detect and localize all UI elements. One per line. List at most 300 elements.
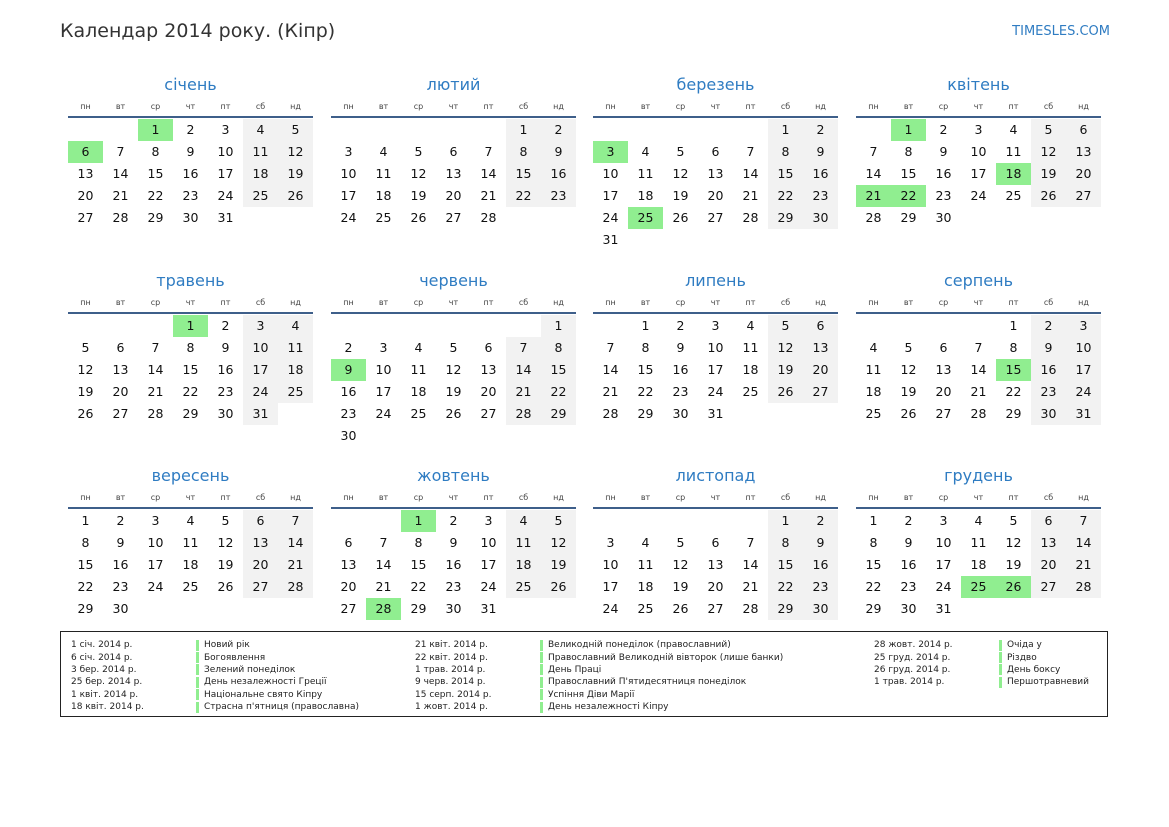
day-cell: 20 bbox=[340, 579, 357, 594]
day-cell: 3 bbox=[939, 513, 948, 528]
day-cell: 17 bbox=[217, 166, 234, 181]
weekday-label: сб bbox=[780, 493, 791, 502]
weekday-label: пт bbox=[483, 298, 494, 307]
day-cell: 29 bbox=[541, 403, 576, 425]
day-cell: 12 bbox=[217, 535, 234, 550]
day-empty bbox=[436, 315, 471, 337]
day-empty bbox=[366, 119, 401, 141]
day-cell: 5 bbox=[81, 340, 90, 355]
day-cell: 5 bbox=[221, 513, 230, 528]
day-cell: 22 bbox=[637, 384, 654, 399]
day-cell: 17 bbox=[970, 166, 987, 181]
day-cell: 29 bbox=[768, 598, 803, 620]
day-cell: 21 bbox=[112, 188, 129, 203]
day-cell: 5 bbox=[768, 315, 803, 337]
day-grid bbox=[331, 510, 576, 620]
day-cell: 18 bbox=[506, 554, 541, 576]
day-empty bbox=[471, 315, 506, 337]
day-cell: 10 bbox=[340, 166, 357, 181]
day-cell: 30 bbox=[112, 601, 129, 616]
weekday-header bbox=[856, 98, 1101, 118]
day-cell: 14 bbox=[480, 166, 497, 181]
day-cell: 27 bbox=[480, 406, 497, 421]
legend-row bbox=[71, 651, 359, 663]
day-cell: 15 bbox=[506, 163, 541, 185]
day-cell: 6 bbox=[939, 340, 948, 355]
day-cell: 28 bbox=[970, 406, 987, 421]
weekday-label: пн bbox=[868, 298, 879, 307]
weekday-label: пн bbox=[868, 102, 879, 111]
day-cell: 8 bbox=[768, 141, 803, 163]
day-cell: 8 bbox=[904, 144, 913, 159]
legend-date: 28 жовт. 2014 р. bbox=[874, 640, 953, 651]
day-grid bbox=[68, 510, 313, 620]
day-cell: 21 bbox=[147, 384, 164, 399]
day-cell: 6 bbox=[116, 340, 125, 355]
day-grid bbox=[68, 119, 313, 229]
day-cell: 29 bbox=[900, 210, 917, 225]
legend-holiday-name: Православний П'ятидесятниця понеділок bbox=[548, 677, 747, 688]
holiday-day-cell: 9 bbox=[331, 359, 366, 381]
month-block bbox=[856, 270, 1101, 425]
month-name: липень bbox=[685, 271, 746, 290]
holiday-day-cell: 3 bbox=[593, 141, 628, 163]
day-cell: 27 bbox=[935, 406, 952, 421]
legend-row bbox=[415, 676, 783, 688]
day-cell: 14 bbox=[970, 362, 987, 377]
holiday-day-cell: 1 bbox=[891, 119, 926, 141]
day-cell: 7 bbox=[869, 144, 878, 159]
legend-holiday-name: День незалежності Кіпру bbox=[548, 702, 669, 713]
day-cell: 11 bbox=[865, 362, 882, 377]
weekday-label: ср bbox=[150, 298, 161, 307]
weekday-label: сб bbox=[780, 102, 791, 111]
day-cell: 6 bbox=[711, 535, 720, 550]
day-cell: 7 bbox=[484, 144, 493, 159]
holiday-marker-icon bbox=[540, 702, 543, 713]
day-cell: 23 bbox=[900, 579, 917, 594]
day-cell: 1 bbox=[869, 513, 878, 528]
day-cell: 21 bbox=[480, 188, 497, 203]
holiday-marker-icon bbox=[196, 677, 199, 688]
day-cell: 27 bbox=[803, 381, 838, 403]
day-cell: 3 bbox=[344, 144, 353, 159]
legend-holiday-name: Православний Великодній вівторок (лише банки) bbox=[548, 652, 784, 663]
day-cell: 17 bbox=[375, 384, 392, 399]
weekday-label: пт bbox=[745, 102, 756, 111]
weekday-header bbox=[68, 98, 313, 118]
day-cell: 25 bbox=[182, 579, 199, 594]
day-cell: 6 bbox=[243, 510, 278, 532]
weekday-label: ср bbox=[675, 102, 686, 111]
day-cell: 12 bbox=[77, 362, 94, 377]
day-empty bbox=[628, 510, 663, 532]
month-block bbox=[68, 74, 313, 229]
legend-row bbox=[415, 651, 783, 663]
day-cell: 30 bbox=[1031, 403, 1066, 425]
weekday-label: ср bbox=[413, 102, 424, 111]
day-cell: 29 bbox=[637, 406, 654, 421]
legend-date: 1 жовт. 2014 р. bbox=[415, 702, 488, 713]
day-cell: 9 bbox=[221, 340, 230, 355]
day-cell: 1 bbox=[506, 119, 541, 141]
day-cell: 19 bbox=[445, 384, 462, 399]
day-cell: 7 bbox=[1066, 510, 1101, 532]
weekday-label: вт bbox=[903, 493, 914, 502]
day-cell: 4 bbox=[746, 318, 755, 333]
weekday-label: пт bbox=[1008, 102, 1019, 111]
day-empty bbox=[733, 510, 768, 532]
day-cell: 4 bbox=[414, 340, 423, 355]
weekday-label: чт bbox=[710, 102, 721, 111]
day-cell: 16 bbox=[182, 166, 199, 181]
day-cell: 19 bbox=[77, 384, 94, 399]
day-cell: 1 bbox=[768, 510, 803, 532]
weekday-label: пт bbox=[745, 493, 756, 502]
day-cell: 14 bbox=[147, 362, 164, 377]
weekday-label: ср bbox=[938, 102, 949, 111]
day-cell: 16 bbox=[900, 557, 917, 572]
day-cell: 24 bbox=[375, 406, 392, 421]
weekday-label: пн bbox=[343, 102, 354, 111]
day-cell: 29 bbox=[147, 210, 164, 225]
day-cell: 21 bbox=[278, 554, 313, 576]
day-cell: 27 bbox=[707, 601, 724, 616]
day-grid bbox=[331, 119, 576, 229]
day-cell: 8 bbox=[1009, 340, 1018, 355]
month-name: квітень bbox=[947, 75, 1010, 94]
day-cell: 28 bbox=[506, 403, 541, 425]
day-cell: 15 bbox=[147, 166, 164, 181]
day-cell: 5 bbox=[541, 510, 576, 532]
day-cell: 4 bbox=[278, 315, 313, 337]
day-cell: 3 bbox=[243, 315, 278, 337]
day-cell: 31 bbox=[480, 601, 497, 616]
legend-date: 15 серп. 2014 р. bbox=[415, 689, 492, 700]
day-cell: 19 bbox=[410, 188, 427, 203]
day-cell: 26 bbox=[410, 210, 427, 225]
weekday-label: пт bbox=[483, 493, 494, 502]
day-cell: 25 bbox=[637, 601, 654, 616]
day-cell: 21 bbox=[506, 381, 541, 403]
day-cell: 17 bbox=[602, 188, 619, 203]
holiday-day-cell: 28 bbox=[366, 598, 401, 620]
legend-holiday-name: Очіда у bbox=[1007, 640, 1042, 651]
day-cell: 15 bbox=[410, 557, 427, 572]
day-cell: 10 bbox=[217, 144, 234, 159]
weekday-label: вт bbox=[640, 298, 651, 307]
day-cell: 31 bbox=[935, 601, 952, 616]
day-cell: 31 bbox=[1066, 403, 1101, 425]
day-cell: 5 bbox=[449, 340, 458, 355]
weekday-label: нд bbox=[1078, 493, 1089, 502]
day-cell: 20 bbox=[707, 188, 724, 203]
day-cell: 10 bbox=[375, 362, 392, 377]
month-block bbox=[331, 270, 576, 447]
day-cell: 31 bbox=[243, 403, 278, 425]
day-grid bbox=[856, 119, 1101, 229]
day-cell: 3 bbox=[379, 340, 388, 355]
holiday-day-cell: 15 bbox=[996, 359, 1031, 381]
day-cell: 7 bbox=[278, 510, 313, 532]
day-cell: 14 bbox=[742, 557, 759, 572]
day-cell: 24 bbox=[147, 579, 164, 594]
day-cell: 24 bbox=[217, 188, 234, 203]
weekday-label: нд bbox=[815, 298, 826, 307]
day-empty bbox=[593, 119, 628, 141]
weekday-label: чт bbox=[973, 298, 984, 307]
day-cell: 9 bbox=[449, 535, 458, 550]
day-cell: 10 bbox=[707, 340, 724, 355]
day-cell: 4 bbox=[243, 119, 278, 141]
legend-row bbox=[415, 701, 783, 713]
day-cell: 26 bbox=[541, 576, 576, 598]
weekday-label: ср bbox=[150, 102, 161, 111]
day-cell: 29 bbox=[865, 601, 882, 616]
weekday-label: чт bbox=[448, 102, 459, 111]
legend-date: 22 квіт. 2014 р. bbox=[415, 652, 488, 663]
weekday-label: вт bbox=[640, 102, 651, 111]
day-cell: 21 bbox=[375, 579, 392, 594]
legend-date: 25 груд. 2014 р. bbox=[874, 652, 951, 663]
day-cell: 21 bbox=[1066, 554, 1101, 576]
day-cell: 19 bbox=[768, 359, 803, 381]
day-cell: 3 bbox=[974, 122, 983, 137]
legend-row bbox=[71, 676, 359, 688]
day-cell: 12 bbox=[900, 362, 917, 377]
day-cell: 1 bbox=[1009, 318, 1018, 333]
day-cell: 20 bbox=[77, 188, 94, 203]
holiday-marker-icon bbox=[540, 677, 543, 688]
day-cell: 1 bbox=[641, 318, 650, 333]
day-empty bbox=[506, 315, 541, 337]
day-cell: 29 bbox=[410, 601, 427, 616]
day-cell: 20 bbox=[803, 359, 838, 381]
month-block bbox=[856, 465, 1101, 620]
day-cell: 9 bbox=[541, 141, 576, 163]
day-cell: 26 bbox=[768, 381, 803, 403]
legend-row bbox=[415, 639, 783, 651]
day-cell: 15 bbox=[541, 359, 576, 381]
day-cell: 7 bbox=[506, 337, 541, 359]
day-empty bbox=[628, 119, 663, 141]
day-cell: 13 bbox=[77, 166, 94, 181]
day-cell: 13 bbox=[707, 166, 724, 181]
weekday-label: вт bbox=[115, 493, 126, 502]
weekday-label: пн bbox=[80, 298, 91, 307]
weekday-label: чт bbox=[710, 298, 721, 307]
day-cell: 19 bbox=[1005, 557, 1022, 572]
day-cell: 9 bbox=[1031, 337, 1066, 359]
day-grid bbox=[593, 315, 838, 425]
legend-holiday-name: Зелений понеділок bbox=[204, 664, 296, 675]
day-cell: 23 bbox=[112, 579, 129, 594]
weekday-label: нд bbox=[815, 102, 826, 111]
day-cell: 1 bbox=[81, 513, 90, 528]
day-cell: 8 bbox=[151, 144, 160, 159]
day-cell: 22 bbox=[768, 576, 803, 598]
month-name: лютий bbox=[426, 75, 481, 94]
month-block bbox=[331, 74, 576, 229]
day-cell: 25 bbox=[278, 381, 313, 403]
brand-link[interactable]: TIMESLES.COM bbox=[1012, 24, 1110, 39]
day-cell: 25 bbox=[410, 406, 427, 421]
day-cell: 16 bbox=[541, 163, 576, 185]
day-empty bbox=[103, 119, 138, 141]
day-cell: 30 bbox=[803, 207, 838, 229]
day-cell: 15 bbox=[182, 362, 199, 377]
day-cell: 28 bbox=[742, 601, 759, 616]
day-cell: 27 bbox=[445, 210, 462, 225]
weekday-label: ср bbox=[938, 493, 949, 502]
day-cell: 30 bbox=[803, 598, 838, 620]
weekday-label: сб bbox=[255, 102, 266, 111]
legend-column bbox=[874, 639, 1089, 689]
holiday-day-cell: 1 bbox=[401, 510, 436, 532]
day-grid bbox=[856, 510, 1101, 620]
holiday-day-cell: 1 bbox=[138, 119, 173, 141]
day-cell: 27 bbox=[243, 576, 278, 598]
day-cell: 5 bbox=[278, 119, 313, 141]
day-cell: 8 bbox=[81, 535, 90, 550]
day-cell: 28 bbox=[147, 406, 164, 421]
weekday-header bbox=[593, 294, 838, 314]
day-empty bbox=[698, 119, 733, 141]
day-empty bbox=[961, 315, 996, 337]
weekday-label: ср bbox=[675, 493, 686, 502]
day-cell: 2 bbox=[541, 119, 576, 141]
legend-holiday-name: Успіння Діви Марії bbox=[548, 689, 635, 700]
holiday-day-cell: 25 bbox=[961, 576, 996, 598]
day-empty bbox=[663, 510, 698, 532]
day-empty bbox=[366, 315, 401, 337]
day-cell: 25 bbox=[506, 576, 541, 598]
weekday-header bbox=[593, 98, 838, 118]
day-cell: 11 bbox=[637, 557, 654, 572]
day-cell: 4 bbox=[186, 513, 195, 528]
day-cell: 9 bbox=[186, 144, 195, 159]
day-cell: 11 bbox=[637, 166, 654, 181]
legend-holiday-name: День боксу bbox=[1007, 664, 1061, 675]
day-cell: 19 bbox=[217, 557, 234, 572]
weekday-label: вт bbox=[115, 102, 126, 111]
day-cell: 19 bbox=[672, 188, 689, 203]
day-cell: 13 bbox=[803, 337, 838, 359]
legend-row bbox=[874, 639, 1089, 651]
legend-holiday-name: Першотравневий bbox=[1007, 677, 1089, 688]
day-cell: 2 bbox=[803, 510, 838, 532]
weekday-label: пн bbox=[605, 298, 616, 307]
day-empty bbox=[436, 119, 471, 141]
weekday-header bbox=[331, 489, 576, 509]
day-cell: 17 bbox=[1066, 359, 1101, 381]
day-empty bbox=[471, 119, 506, 141]
month-block bbox=[331, 465, 576, 620]
day-cell: 14 bbox=[742, 166, 759, 181]
day-cell: 12 bbox=[541, 532, 576, 554]
day-empty bbox=[331, 315, 366, 337]
day-cell: 22 bbox=[865, 579, 882, 594]
weekday-label: сб bbox=[1043, 493, 1054, 502]
legend-date: 3 бер. 2014 р. bbox=[71, 664, 137, 675]
legend-date: 25 бер. 2014 р. bbox=[71, 677, 143, 688]
day-cell: 9 bbox=[116, 535, 125, 550]
day-cell: 12 bbox=[1031, 141, 1066, 163]
month-block bbox=[593, 465, 838, 620]
day-empty bbox=[68, 315, 103, 337]
weekday-label: чт bbox=[448, 298, 459, 307]
day-cell: 22 bbox=[410, 579, 427, 594]
day-empty bbox=[366, 510, 401, 532]
month-name: грудень bbox=[944, 466, 1013, 485]
day-cell: 6 bbox=[344, 535, 353, 550]
day-cell: 23 bbox=[541, 185, 576, 207]
day-cell: 29 bbox=[1005, 406, 1022, 421]
day-cell: 8 bbox=[768, 532, 803, 554]
day-cell: 16 bbox=[803, 163, 838, 185]
day-cell: 21 bbox=[742, 579, 759, 594]
day-empty bbox=[926, 315, 961, 337]
day-cell: 28 bbox=[1066, 576, 1101, 598]
legend-date: 6 січ. 2014 р. bbox=[71, 652, 133, 663]
day-cell: 12 bbox=[445, 362, 462, 377]
day-cell: 18 bbox=[742, 362, 759, 377]
legend-date: 9 черв. 2014 р. bbox=[415, 677, 486, 688]
day-cell: 22 bbox=[77, 579, 94, 594]
weekday-label: пн bbox=[343, 493, 354, 502]
weekday-label: пн bbox=[605, 493, 616, 502]
legend-date: 26 груд. 2014 р. bbox=[874, 664, 951, 675]
day-cell: 16 bbox=[217, 362, 234, 377]
day-cell: 20 bbox=[480, 384, 497, 399]
holiday-marker-icon bbox=[196, 702, 199, 713]
holiday-day-cell: 18 bbox=[996, 163, 1031, 185]
day-cell: 11 bbox=[742, 340, 759, 355]
day-cell: 14 bbox=[506, 359, 541, 381]
day-cell: 14 bbox=[1066, 532, 1101, 554]
day-cell: 13 bbox=[445, 166, 462, 181]
day-cell: 24 bbox=[935, 579, 952, 594]
day-cell: 10 bbox=[602, 557, 619, 572]
day-cell: 11 bbox=[1005, 144, 1022, 159]
day-cell: 26 bbox=[445, 406, 462, 421]
month-block bbox=[593, 74, 838, 251]
day-cell: 30 bbox=[935, 210, 952, 225]
weekday-label: нд bbox=[1078, 298, 1089, 307]
holiday-marker-icon bbox=[540, 689, 543, 700]
day-cell: 24 bbox=[602, 210, 619, 225]
day-cell: 10 bbox=[243, 337, 278, 359]
day-cell: 2 bbox=[904, 513, 913, 528]
weekday-header bbox=[331, 98, 576, 118]
day-cell: 2 bbox=[221, 318, 230, 333]
holiday-day-cell: 6 bbox=[68, 141, 103, 163]
weekday-label: вт bbox=[903, 102, 914, 111]
legend-date: 1 січ. 2014 р. bbox=[71, 640, 133, 651]
day-cell: 18 bbox=[278, 359, 313, 381]
holiday-marker-icon bbox=[999, 677, 1002, 688]
month-name: жовтень bbox=[417, 466, 490, 485]
day-empty bbox=[891, 315, 926, 337]
weekday-label: нд bbox=[290, 102, 301, 111]
day-cell: 9 bbox=[676, 340, 685, 355]
day-cell: 22 bbox=[182, 384, 199, 399]
day-empty bbox=[593, 510, 628, 532]
day-cell: 8 bbox=[541, 337, 576, 359]
day-cell: 4 bbox=[974, 513, 983, 528]
day-cell: 4 bbox=[641, 535, 650, 550]
day-cell: 16 bbox=[112, 557, 129, 572]
